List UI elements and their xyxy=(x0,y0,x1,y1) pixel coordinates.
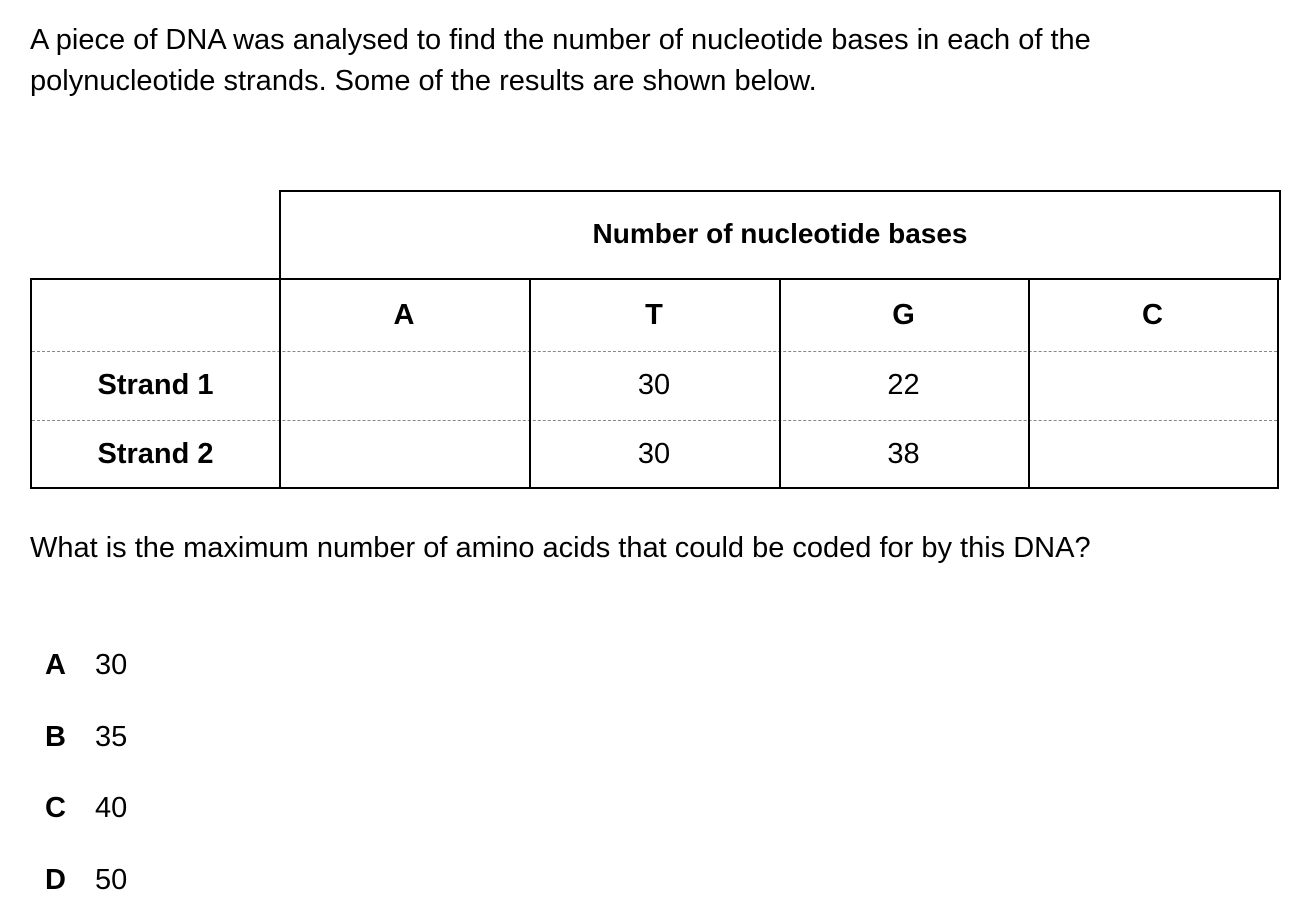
table-column-header-row xyxy=(32,280,1277,352)
intro-line-2: polynucleotide strands. Some of the results are shown below. xyxy=(30,61,1270,102)
strand-2-t-cell: 30 xyxy=(529,420,779,489)
option-letter: C xyxy=(45,792,95,825)
answer-option-a[interactable] xyxy=(45,630,127,702)
row-label-strand-2: Strand 2 xyxy=(32,420,279,489)
question-text: What is the maximum number of amino acids that could be coded for by this DNA? xyxy=(30,532,1091,565)
answer-option-b[interactable] xyxy=(45,702,127,774)
intro-text xyxy=(30,20,1270,102)
answer-option-c[interactable] xyxy=(45,773,127,845)
column-header-t: T xyxy=(529,280,779,351)
column-divider xyxy=(279,280,281,487)
nucleotide-table xyxy=(30,190,1279,490)
option-value: 30 xyxy=(95,649,127,682)
row-label-strand-1: Strand 1 xyxy=(32,351,279,420)
column-divider xyxy=(1028,280,1030,487)
strand-1-g-cell: 22 xyxy=(779,351,1028,420)
strand-1-a-cell xyxy=(279,351,529,420)
table-row xyxy=(32,351,1277,421)
strand-2-g-cell: 38 xyxy=(779,420,1028,489)
table-header-title: Number of nucleotide bases xyxy=(281,218,1279,250)
option-letter: B xyxy=(45,721,95,754)
option-letter: A xyxy=(45,649,95,682)
answer-option-d[interactable] xyxy=(45,845,127,916)
answer-options xyxy=(45,630,127,916)
strand-2-a-cell xyxy=(279,420,529,489)
intro-line-1: A piece of DNA was analysed to find the number of nucleotide bases in each of the xyxy=(30,20,1270,61)
table-corner-cell xyxy=(32,280,279,351)
option-value: 40 xyxy=(95,792,127,825)
column-header-g: G xyxy=(779,280,1028,351)
strand-1-t-cell: 30 xyxy=(529,351,779,420)
column-header-c: C xyxy=(1028,280,1277,351)
column-divider xyxy=(529,280,531,487)
table-grid xyxy=(30,278,1279,489)
option-value: 35 xyxy=(95,721,127,754)
column-divider xyxy=(779,280,781,487)
table-header-box xyxy=(279,190,1281,280)
table-row xyxy=(32,420,1277,489)
option-letter: D xyxy=(45,864,95,897)
strand-2-c-cell xyxy=(1028,420,1277,489)
column-header-a: A xyxy=(279,280,529,351)
strand-1-c-cell xyxy=(1028,351,1277,420)
option-value: 50 xyxy=(95,864,127,897)
